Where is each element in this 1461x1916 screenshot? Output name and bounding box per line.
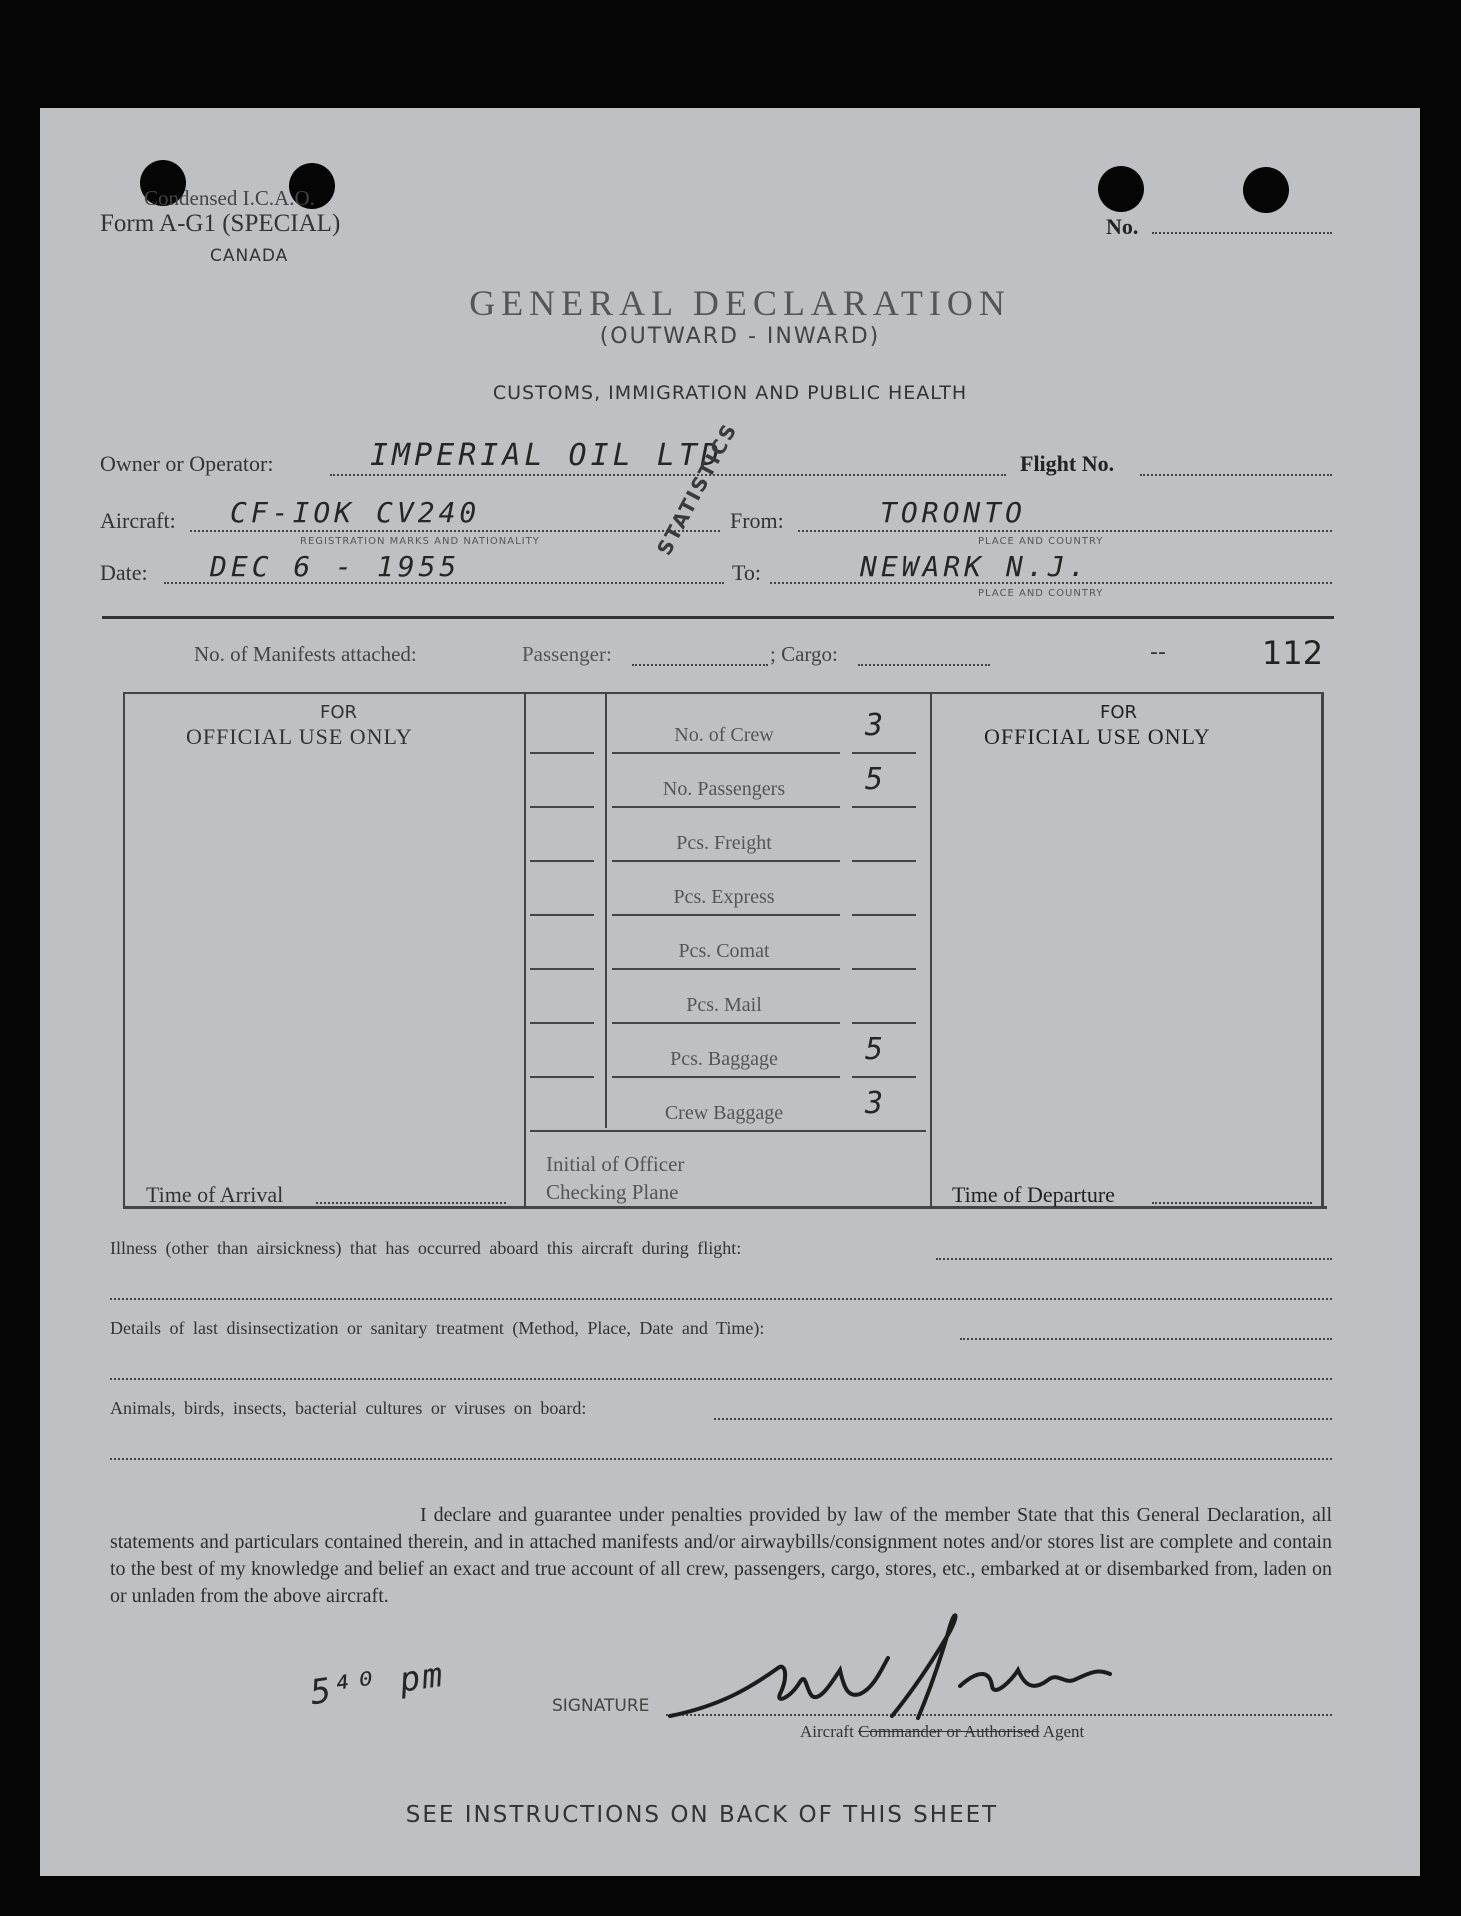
from-value: TORONTO xyxy=(880,496,1027,529)
owner-value: IMPERIAL OIL LTD xyxy=(370,438,723,473)
aircraft-label: Aircraft: xyxy=(100,508,176,533)
time-of-arrival-line xyxy=(316,1202,506,1204)
box-divider-right xyxy=(930,692,932,1208)
time-of-arrival-label: Time of Arrival xyxy=(146,1182,284,1207)
from-label: From: xyxy=(730,508,784,533)
disinsectization-line xyxy=(960,1338,1332,1340)
signature-role xyxy=(800,1722,1084,1742)
signature-role-struck: Commander or Authorised xyxy=(858,1722,1040,1741)
signature-label: SIGNATURE xyxy=(552,1696,650,1716)
right-for-label: FOR xyxy=(1100,702,1138,723)
count-row-value: 5 xyxy=(864,1032,888,1067)
box-right-border xyxy=(1321,692,1324,1208)
declaration-text: I declare and guarantee under penalties provided by law of the member State that this General Declaration, all statements and particulars contained therein, and in attached manifests and/or airwaybills/consignment notes and/or stores list are complete and contain to the best of my knowledge and belief an exact and true account of all crew, passengers, cargo, stores, etc., embarked at or disembarked from, laden on or unladen from the above aircraft. xyxy=(110,1504,1332,1607)
illness-line-2 xyxy=(110,1298,1332,1300)
disinsectization-question: Details of last disinsectization or sanitary treatment (Method, Place, Date and Time): xyxy=(110,1318,765,1338)
form-condensed-line: Condensed I.C.A.O. xyxy=(144,186,315,210)
count-row-label: Crew Baggage xyxy=(664,1102,784,1124)
to-caption: PLACE AND COUNTRY xyxy=(978,588,1104,599)
from-caption: PLACE AND COUNTRY xyxy=(978,536,1104,547)
count-row-value: 3 xyxy=(864,1086,888,1121)
flight-no-label: Flight No. xyxy=(1020,451,1115,476)
department-heading: CUSTOMS, IMMIGRATION AND PUBLIC HEALTH xyxy=(492,382,968,404)
illness-question: Illness (other than airsickness) that has occurred aboard this aircraft during flight: xyxy=(110,1238,742,1258)
box-top-border xyxy=(123,692,1323,694)
form-country: CANADA xyxy=(210,246,289,266)
right-official-label: OFFICIAL USE ONLY xyxy=(984,724,1211,749)
form-number: Form A-G1 (SPECIAL) xyxy=(100,210,341,237)
punch-hole xyxy=(1098,166,1144,212)
flight-no-line xyxy=(1140,474,1332,476)
checking-plane-label: Checking Plane xyxy=(546,1180,679,1204)
box-divider-mid xyxy=(605,692,607,1128)
punch-hole xyxy=(1243,167,1289,213)
count-row-label: Pcs. Express xyxy=(673,886,775,908)
left-for-label: FOR xyxy=(320,702,358,723)
time-note: 5⁴⁰ pm xyxy=(307,1654,447,1714)
manifests-dash: -- xyxy=(1150,640,1166,665)
to-label: To: xyxy=(732,560,762,585)
page-title: GENERAL DECLARATION xyxy=(469,283,1011,323)
time-of-departure-label: Time of Departure xyxy=(952,1182,1115,1207)
signature-role-prefix: Aircraft xyxy=(800,1722,854,1741)
signature-scribble xyxy=(660,1598,1220,1738)
header-rule xyxy=(102,616,1334,619)
time-of-departure-line xyxy=(1152,1202,1312,1204)
manifests-label: No. of Manifests attached: xyxy=(194,642,417,666)
disinsectization-line-2 xyxy=(110,1378,1332,1380)
to-value: NEWARK N.J. xyxy=(860,550,1090,583)
box-divider-left xyxy=(524,692,526,1208)
owner-label: Owner or Operator: xyxy=(100,451,274,476)
manifests-passenger-line xyxy=(632,664,768,666)
animals-line-2 xyxy=(110,1458,1332,1460)
illness-line xyxy=(936,1258,1332,1260)
count-row-label: Pcs. Baggage xyxy=(670,1048,778,1070)
count-row-label: Pcs. Mail xyxy=(686,994,762,1016)
count-row-label: No. Passengers xyxy=(662,778,786,800)
page-subtitle: (OUTWARD - INWARD) xyxy=(599,324,881,349)
declaration-sheet xyxy=(40,108,1420,1876)
form-no-label: No. xyxy=(1106,214,1139,239)
aircraft-caption: REGISTRATION MARKS AND NATIONALITY xyxy=(300,536,540,547)
sheet-number: 112 xyxy=(1262,634,1324,672)
signature-role-suffix: Agent xyxy=(1042,1722,1085,1741)
animals-line xyxy=(714,1418,1332,1420)
owner-line xyxy=(330,474,1006,476)
date-value: DEC 6 - 1955 xyxy=(210,550,461,583)
count-row-label: No. of Crew xyxy=(674,724,774,746)
count-row-label: Pcs. Freight xyxy=(676,832,772,854)
manifests-cargo-line xyxy=(858,664,990,666)
date-label: Date: xyxy=(100,560,148,585)
box-left-border xyxy=(123,692,125,1208)
animals-question: Animals, birds, insects, bacterial cultures or viruses on board: xyxy=(110,1398,587,1418)
left-official-label: OFFICIAL USE ONLY xyxy=(186,724,413,749)
count-row-value: 5 xyxy=(864,762,888,797)
from-line xyxy=(798,530,1332,532)
footer-instructions: SEE INSTRUCTIONS ON BACK OF THIS SHEET xyxy=(405,1802,999,1828)
aircraft-value: CF-IOK CV240 xyxy=(230,496,481,529)
statistics-stamp: STATISTICS xyxy=(652,418,742,560)
aircraft-line xyxy=(190,530,720,532)
manifests-cargo-label: ; Cargo: xyxy=(770,642,838,666)
form-no-line xyxy=(1152,232,1332,234)
manifests-passenger-label: Passenger: xyxy=(522,642,612,666)
initial-officer-label: Initial of Officer xyxy=(546,1152,685,1176)
box-bottom-border xyxy=(123,1206,1327,1209)
count-row-value: 3 xyxy=(864,708,888,743)
count-row-label: Pcs. Comat xyxy=(678,940,770,962)
